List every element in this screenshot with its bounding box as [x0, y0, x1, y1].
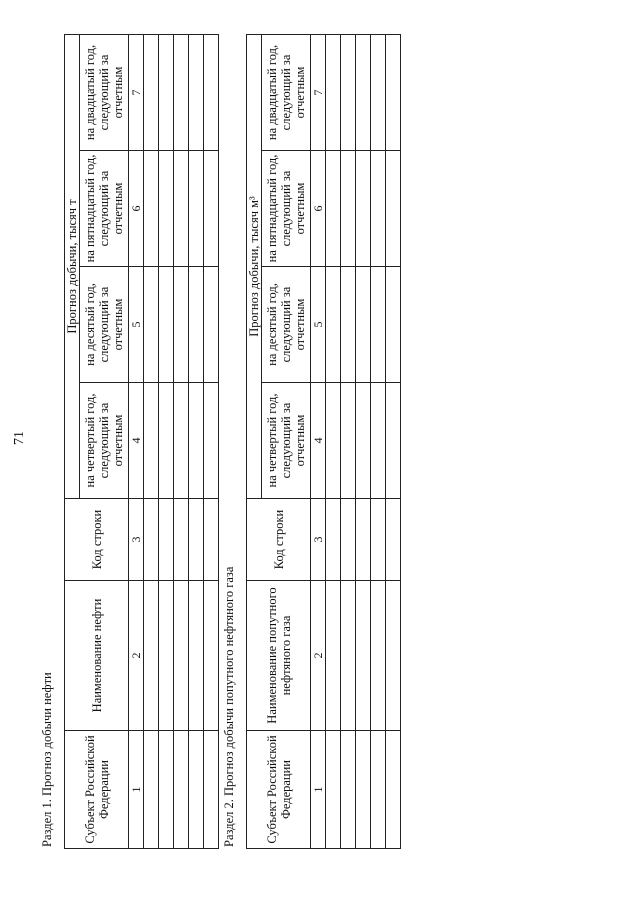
s2-num: 5 — [311, 267, 326, 383]
table-row — [144, 34, 159, 848]
s2-num: 1 — [311, 731, 326, 849]
s2-col-code: Код строки — [247, 499, 311, 581]
s1-col-year10: на десятый год, следующий за отчетным — [80, 267, 129, 383]
s1-num: 7 — [129, 34, 144, 150]
s1-group-header: Прогноз добычи, тысяч т — [65, 34, 80, 498]
section1-table — [64, 34, 219, 849]
s1-col-year20: на двадцатый год, следующий за отчетным — [80, 34, 129, 150]
s2-num: 3 — [311, 499, 326, 581]
table-row — [341, 34, 356, 848]
s2-col-year10: на десятый год, следующий за отчетным — [262, 267, 311, 383]
s1-col-code: Код строки — [65, 499, 129, 581]
table-row — [204, 34, 219, 848]
table-row — [189, 34, 204, 848]
s1-col-year4: на четвертый год, следующий за отчетным — [80, 383, 129, 499]
table-row — [371, 34, 386, 848]
s1-num: 2 — [129, 581, 144, 731]
s2-col-year20: на двадцатый год, следующий за отчетным — [262, 34, 311, 150]
table-row — [326, 34, 341, 848]
section2-title: Раздел 2. Прогноз добычи попутного нефтяного газа — [222, 566, 236, 847]
section2-table — [246, 34, 401, 849]
s2-num: 6 — [311, 151, 326, 267]
page-number: 71 — [12, 431, 27, 445]
s2-col-year15: на пятнадцатый год, следующий за отчетным — [262, 151, 311, 267]
s2-num: 4 — [311, 383, 326, 499]
table-row — [356, 34, 371, 848]
s1-col-name: Наименование нефти — [65, 581, 129, 731]
s1-num: 3 — [129, 499, 144, 581]
s1-num: 6 — [129, 151, 144, 267]
s1-num: 4 — [129, 383, 144, 499]
s2-group-header: Прогноз добычи, тысяч м³ — [247, 34, 262, 498]
s2-num: 2 — [311, 581, 326, 731]
table-row — [386, 34, 401, 848]
s2-num: 7 — [311, 34, 326, 150]
table-row — [174, 34, 189, 848]
s2-col-name: Наименование попутного нефтяного газа — [247, 581, 311, 731]
s1-num: 5 — [129, 267, 144, 383]
s2-col-subject: Субъект Российской Федерации — [247, 731, 311, 849]
s1-col-subject: Субъект Российской Федерации — [65, 731, 129, 849]
s1-col-year15: на пятнадцатый год, следующий за отчетным — [80, 151, 129, 267]
s1-num: 1 — [129, 731, 144, 849]
section1-title: Раздел 1. Прогноз добычи нефти — [40, 672, 54, 847]
table-row — [159, 34, 174, 848]
s2-col-year4: на четвертый год, следующий за отчетным — [262, 383, 311, 499]
